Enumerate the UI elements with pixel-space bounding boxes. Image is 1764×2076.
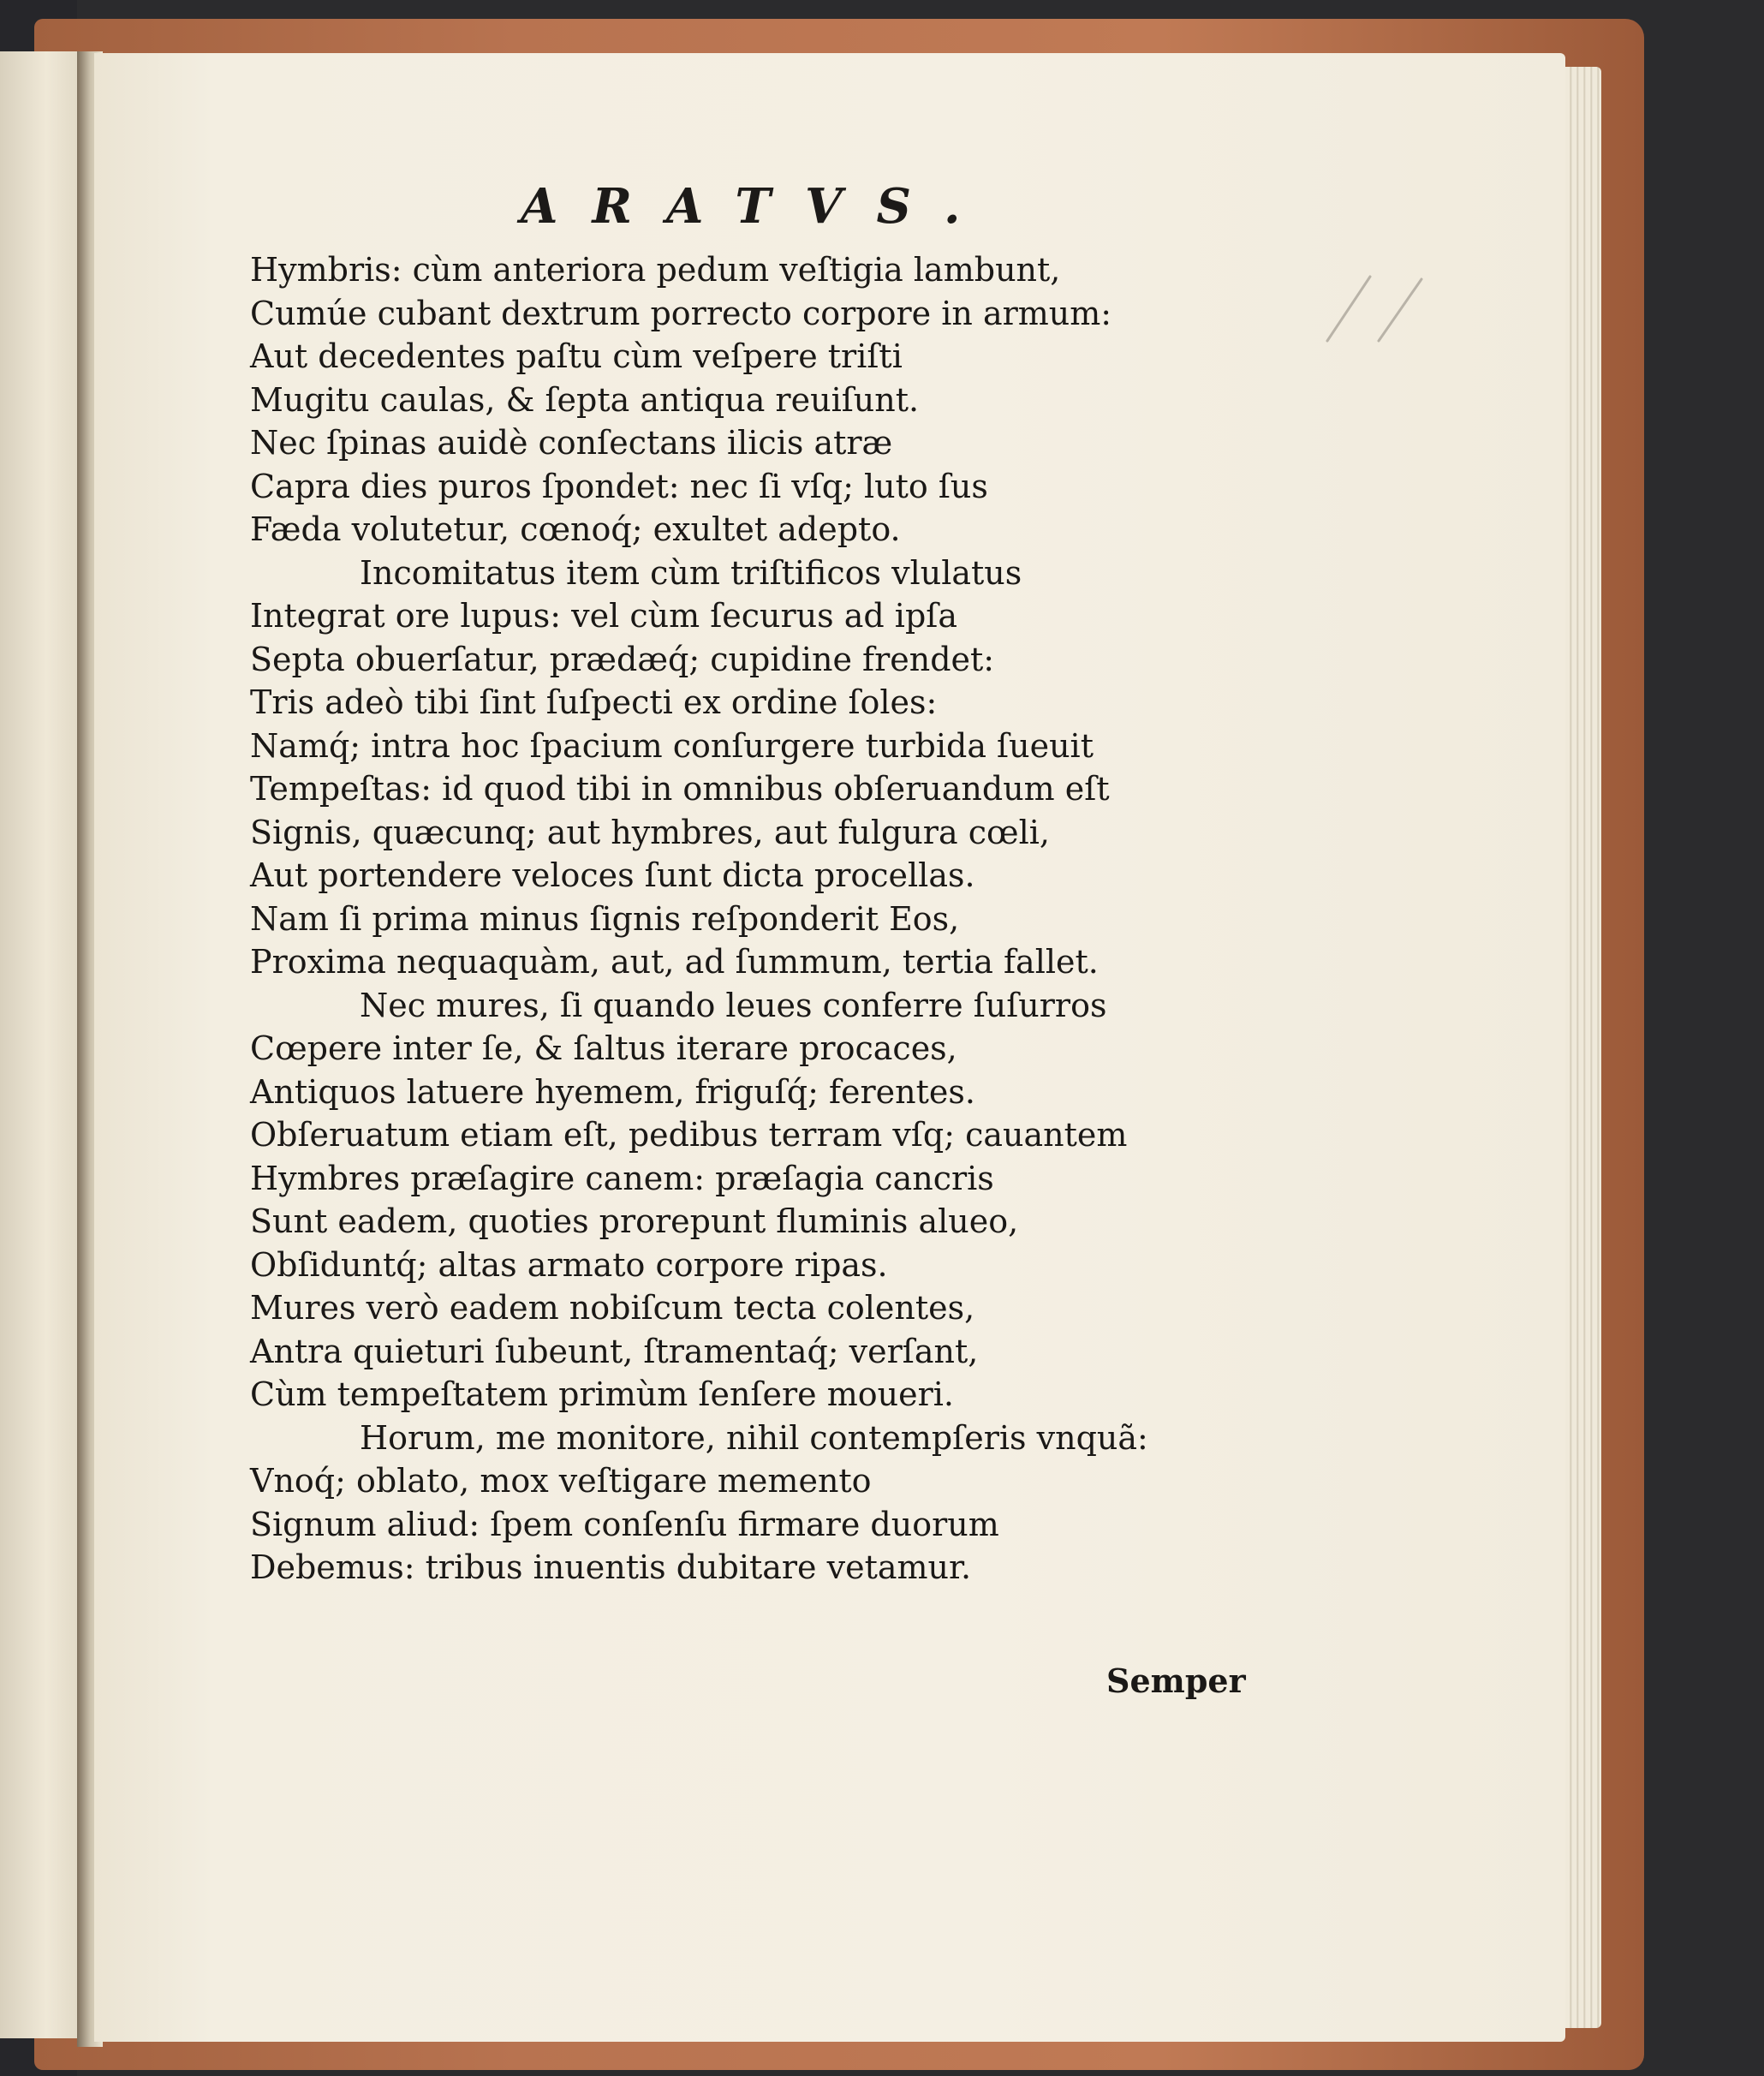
poem-line: Nec mures, ſi quando leues conferre ſuſurros [360, 986, 1107, 1024]
poem-line: Vnoq́; oblato, mox veſtigare memento [250, 1462, 872, 1500]
poem-line: Obſiduntq́; altas armato corpore ripas. [250, 1245, 888, 1284]
poem-line: Debemus: tribus inuentis dubitare vetamur. [250, 1548, 972, 1586]
poem-line: Hymbres præſagire canem: præſagia cancris [250, 1159, 994, 1197]
poem-line: Horum, me monitore, nihil contempſeris vnquã: [360, 1418, 1148, 1457]
poem-line: Mures verò eadem nobiſcum tecta colentes, [250, 1289, 975, 1327]
poem-line: Capra dies puros ſpondet: nec ſi vſq; luto ſus [250, 467, 988, 505]
poem-line: Obſeruatum etiam eſt, pedibus terram vſq; cauantem [250, 1116, 1128, 1154]
facing-page-edge [0, 51, 79, 2038]
poem-line: Fæda volutetur, cœnoq́; exultet adepto. [250, 510, 901, 548]
poem-line: Mugitu caulas, & ſepta antiqua reuiſunt. [250, 380, 920, 419]
running-head: ARATVS. [521, 178, 995, 235]
poem-line: Cumúe cubant dextrum porrecto corpore in armum: [250, 294, 1112, 332]
poem-line: Sunt eadem, quoties prorepunt fluminis alueo, [250, 1202, 1019, 1240]
poem-line: Cùm tempeſtatem primùm ſenſere moueri. [250, 1375, 954, 1413]
poem-line: Antra quieturi ſubeunt, ſtramentaq́; verſant, [250, 1332, 979, 1370]
poem-line: Hymbris: cùm anteriora pedum veſtigia lambunt, [250, 251, 1061, 289]
poem-line: Nec ſpinas auidè conſectans ilicis atræ [250, 424, 893, 462]
poem-line: Incomitatus item cùm triſtificos vlulatus [360, 553, 1022, 592]
pencil-mark [1319, 272, 1430, 349]
poem-line: Tempeſtas: id quod tibi in omnibus obſeruandum eſt [250, 770, 1110, 808]
poem-line: Signis, quæcunq; aut hymbres, aut fulgura cœli, [250, 813, 1050, 851]
poem-line: Aut decedentes paſtu cùm veſpere triſti [250, 337, 903, 375]
poem-line: Antiquos latuere hyemem, friguſq́; ferentes. [250, 1072, 975, 1111]
poem-line: Aut portendere veloces ſunt dicta procellas. [250, 856, 975, 894]
poem-line: Integrat ore lupus: vel cùm ſecurus ad ipſa [250, 597, 957, 635]
poem-line: Tris adeò tibi ſint ſuſpecti ex ordine ſoles: [250, 683, 938, 721]
poem-line: Proxima nequaquàm, aut, ad ſummum, tertia fallet. [250, 943, 1099, 981]
poem-line: Signum aliud: ſpem conſenſu firmare duorum [250, 1505, 999, 1543]
poem-line: Namq́; intra hoc ſpacium conſurgere turbida ſueuit [250, 726, 1094, 765]
poem-line: Septa obuerſatur, prædæq́; cupidine frendet: [250, 640, 995, 678]
poem-line: Cœpere inter ſe, & ſaltus iterare procaces, [250, 1029, 957, 1067]
poem-line: Nam ſi prima minus ſignis reſponderit Eos, [250, 899, 960, 938]
poem-text [250, 248, 1278, 1590]
catchword: Semper [1106, 1661, 1246, 1700]
